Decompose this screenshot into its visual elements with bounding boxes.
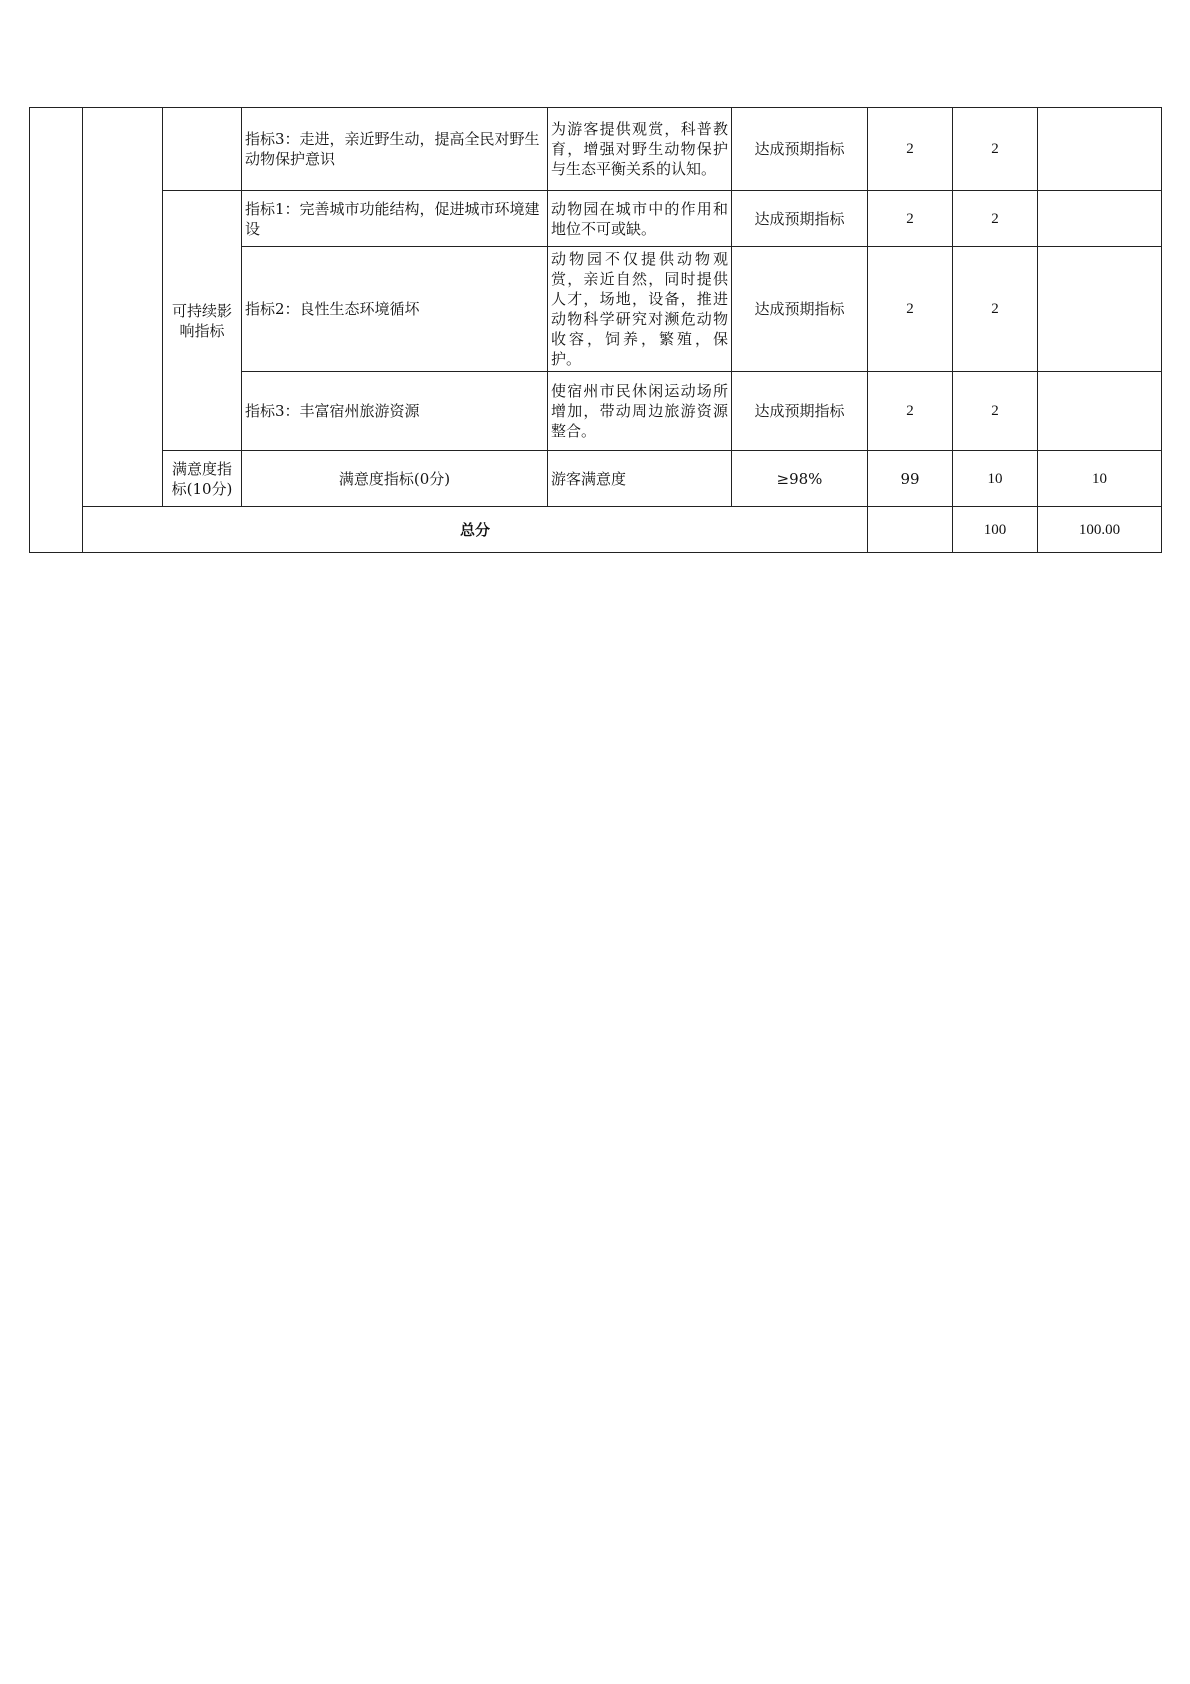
sustainable-impact-label: 可持续影响指标 xyxy=(163,191,242,451)
note-cell xyxy=(1038,191,1162,247)
indicator-cell: 指标1：完善城市功能结构，促进城市环境建设 xyxy=(242,191,548,247)
score-cell: 2 xyxy=(953,108,1038,191)
note-cell xyxy=(1038,372,1162,451)
score-cell: 2 xyxy=(953,191,1038,247)
indicator-cell: 指标3：丰富宿州旅游资源 xyxy=(242,372,548,451)
indicator-cell: 指标3：走进，亲近野生动，提高全民对野生动物保护意识 xyxy=(242,108,548,191)
total-weight-cell: 100 xyxy=(953,507,1038,553)
weight-cell: 10 xyxy=(953,451,1038,507)
weight-cell: 2 xyxy=(868,372,953,451)
table-row xyxy=(30,108,1162,191)
indicator-cell: 游客满意度 xyxy=(548,451,732,507)
table-row xyxy=(30,451,1162,507)
blank-level2-cell xyxy=(163,108,242,191)
total-row xyxy=(30,507,1162,553)
actual-value-cell: 使宿州市民休闲运动场所增加，带动周边旅游资源整合。 xyxy=(548,372,732,451)
target-value-cell: 达成预期指标 xyxy=(732,247,868,372)
score-cell: 2 xyxy=(953,247,1038,372)
target-value-cell: ≥98% xyxy=(732,451,868,507)
actual-value-cell: 动物园在城市中的作用和地位不可或缺。 xyxy=(548,191,732,247)
score-cell: 2 xyxy=(953,372,1038,451)
table-row xyxy=(30,191,1162,247)
target-value-cell: 达成预期指标 xyxy=(732,372,868,451)
weight-cell: 2 xyxy=(868,191,953,247)
weight-cell: 2 xyxy=(868,247,953,372)
satisfaction-level1-cell: 满意度指标(10分) xyxy=(163,451,242,507)
note-cell xyxy=(1038,108,1162,191)
total-score-cell: 100.00 xyxy=(1038,507,1162,553)
target-value-cell: 达成预期指标 xyxy=(732,108,868,191)
total-label: 总分 xyxy=(83,507,868,553)
note-cell xyxy=(1038,247,1162,372)
target-value-cell: 达成预期指标 xyxy=(732,191,868,247)
weight-cell: 2 xyxy=(868,108,953,191)
actual-value-cell: 为游客提供观赏，科普教育，增强对野生动物保护与生态平衡关系的认知。 xyxy=(548,108,732,191)
actual-value-cell: 动物园不仅提供动物观赏，亲近自然，同时提供人才，场地，设备，推进动物科学研究对濒危动物收容，饲养，繁殖，保护。 xyxy=(548,247,732,372)
blank-category-cell xyxy=(30,108,83,553)
indicator-cell: 指标2：良性生态环境循坏 xyxy=(242,247,548,372)
performance-score-table xyxy=(29,107,1162,553)
score-cell: 10 xyxy=(1038,451,1162,507)
satisfaction-level2-cell: 满意度指标(0分) xyxy=(242,451,548,507)
blank-level1-cell xyxy=(83,108,163,507)
actual-value-cell: 99 xyxy=(868,451,953,507)
total-target-cell xyxy=(868,507,953,553)
